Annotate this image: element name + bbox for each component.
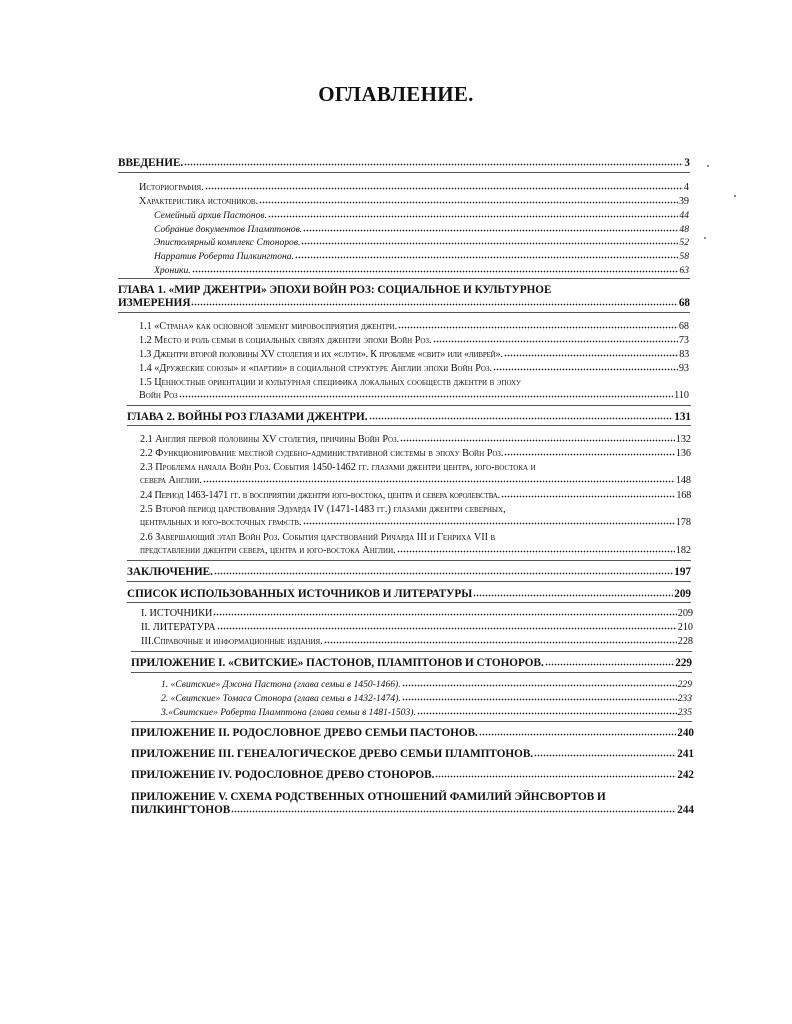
- toc-entry-pilkington-narrative[interactable]: [154, 250, 689, 263]
- dot-leader: [417, 706, 677, 715]
- toc-entry-label: 2.5 Второй период царствования Эдуарда IV (1471-1483 гг.) глазами джентри северных,: [140, 504, 506, 515]
- toc-entry-label: 1.2 Место и роль семьи в социальных связях джентри эпохи Войн Роз.: [139, 335, 432, 346]
- toc-entry-sources-overview[interactable]: [139, 195, 689, 208]
- dot-leader: [179, 389, 673, 398]
- toc-page-number: 229: [677, 679, 692, 690]
- toc-entry-2-3[interactable]: [140, 461, 691, 487]
- separator-rule: [131, 651, 692, 652]
- scan-speck: [704, 237, 706, 239]
- toc-entry-label: ПРИЛОЖЕНИЕ IV. РОДОСЛОВНОЕ ДРЕВО СТОНОРОВ.: [131, 769, 435, 781]
- scan-speck: [734, 195, 736, 197]
- dot-leader: [473, 588, 673, 597]
- toc-entry-2-6[interactable]: [140, 531, 691, 557]
- toc-entry-appendix-2[interactable]: [131, 727, 694, 740]
- toc-entry-label: Эпистолярный комплекс Стоноров.: [154, 237, 301, 248]
- toc-entry-label: 1.5 Ценностные ориентации и культурная специфика локальных сообществ джентри в эпоху: [139, 377, 521, 388]
- toc-entry-label: ПРИЛОЖЕНИЕ I. «СВИТСКИЕ» ПАСТОНОВ, ПЛАМПТОНОВ И СТОНОРОВ.: [131, 657, 544, 669]
- toc-entry-label-continued: ИЗМЕРЕНИЯ: [118, 297, 191, 309]
- toc-page-number: 63: [679, 265, 689, 276]
- toc-entry-sources[interactable]: [141, 607, 693, 620]
- dot-leader: [303, 223, 678, 232]
- toc-entry-bibliography[interactable]: [127, 588, 691, 601]
- toc-entry-chapter-1[interactable]: [118, 284, 690, 310]
- toc-entry-label: 1. «Свитские» Джона Пастона (глава семьи в 1450-1466).: [161, 679, 401, 690]
- toc-entry-chapter-2[interactable]: [127, 411, 691, 424]
- toc-entry-label-continued: Войн Роз: [139, 390, 178, 401]
- toc-entry-label: 2.6 Завершающий этап Войн Роз. События царствований Ричарда III и Генриха VII в: [140, 532, 496, 543]
- toc-page-number: 233: [677, 693, 692, 704]
- toc-page-number: 168: [676, 490, 691, 501]
- dot-leader: [203, 474, 675, 483]
- toc-page-number: 182: [675, 545, 691, 556]
- toc-page-number: 58: [679, 251, 689, 262]
- toc-page-number: 73: [678, 335, 689, 346]
- toc-page-number: 131: [674, 411, 691, 423]
- toc-entry-appendix-4[interactable]: [131, 769, 694, 782]
- toc-entry-label: III.Справочные и информационные издания.: [141, 636, 323, 647]
- separator-rule: [127, 405, 691, 406]
- toc-entry-historiography[interactable]: [139, 181, 689, 194]
- toc-page-number: 93: [678, 363, 689, 374]
- toc-entry-label: Историография.: [139, 182, 204, 193]
- dot-leader: [295, 250, 678, 259]
- toc-page-number: 48: [679, 224, 689, 235]
- dot-leader: [268, 209, 678, 218]
- toc-page-number: 148: [675, 475, 691, 486]
- toc-page-number: 209: [677, 608, 693, 619]
- toc-entry-label: 2.3 Проблема начала Войн Роз. События 1450-1462 гг. глазами джентри центра, юго-востока и: [140, 462, 536, 473]
- toc-entry-2-2[interactable]: [140, 447, 691, 460]
- toc-entry-label: ГЛАВА 2. ВОЙНЫ РОЗ ГЛАЗАМИ ДЖЕНТРИ.: [127, 411, 368, 423]
- dot-leader: [205, 181, 683, 190]
- toc-page-number: 235: [677, 707, 692, 718]
- dot-leader: [301, 236, 678, 245]
- toc-entry-label-continued: представлении джентри севера, центра и юго-востока Англии.: [140, 545, 396, 556]
- dot-leader: [369, 411, 674, 420]
- toc-entry-1-3[interactable]: [139, 348, 689, 361]
- toc-entry-label: ВВЕДЕНИЕ.: [118, 157, 184, 169]
- toc-page-number: 136: [675, 448, 691, 459]
- dot-leader: [504, 447, 674, 456]
- dot-leader: [433, 334, 678, 343]
- toc-entry-1-1[interactable]: [139, 320, 689, 333]
- separator-rule: [127, 425, 691, 426]
- toc-entry-label: ПРИЛОЖЕНИЕ II. РОДОСЛОВНОЕ ДРЕВО СЕМЬИ ПАСТОНОВ.: [131, 727, 478, 739]
- dot-leader: [402, 692, 677, 701]
- toc-entry-paston-archive[interactable]: [154, 209, 689, 222]
- dot-leader: [435, 769, 676, 778]
- toc-page-number: 242: [677, 769, 694, 781]
- toc-page-number: 4: [683, 182, 689, 193]
- dot-leader: [479, 727, 676, 736]
- toc-entry-appendix-1-1[interactable]: [161, 678, 692, 691]
- toc-page-number: 197: [674, 566, 691, 578]
- dot-leader: [324, 635, 677, 644]
- dot-leader: [217, 621, 677, 630]
- toc-page-number: 178: [675, 517, 691, 528]
- toc-entry-1-4[interactable]: [139, 362, 689, 375]
- toc-entry-label: 1.1 «Страна» как основной элемент мировосприятия джентри.: [139, 321, 398, 332]
- toc-page-number: 110: [674, 390, 689, 401]
- toc-page-number: 229: [675, 657, 692, 669]
- toc-entry-label: 2.4 Период 1463-1471 гг. в восприятии джентри юго-востока, центра и севера королевства.: [140, 490, 500, 501]
- separator-rule: [118, 278, 690, 279]
- toc-entry-appendix-3[interactable]: [131, 748, 694, 761]
- toc-entry-label: Семейный архив Пастонов.: [154, 210, 267, 221]
- separator-rule: [127, 560, 691, 561]
- toc-entry-label: 2.2 Функционирование местной судебно-административной системы в эпоху Войн Роз.: [140, 448, 504, 459]
- toc-entry-label-continued: севера Англии.: [140, 475, 202, 486]
- toc-page-number: 39: [678, 196, 689, 207]
- toc-entry-label: 1.3 Джентри второй половины XV столетия и их «слуги». К проблеме «свит» или «ливрей».: [139, 349, 503, 360]
- toc-entry-label: Нарратив Роберта Пилкингтона.: [154, 251, 294, 262]
- toc-entry-1-2[interactable]: [139, 334, 689, 347]
- toc-entry-2-4[interactable]: [140, 489, 691, 502]
- dot-leader: [545, 657, 674, 666]
- separator-rule: [131, 721, 692, 722]
- toc-entry-reference-editions[interactable]: [141, 635, 693, 648]
- toc-page-number: 228: [677, 636, 693, 647]
- toc-page-number: 68: [678, 297, 690, 309]
- toc-entry-chronicles[interactable]: [154, 264, 689, 277]
- dot-leader: [493, 362, 678, 371]
- separator-rule: [118, 312, 690, 313]
- toc-entry-label-continued: центральных и юго-восточных графств.: [140, 517, 302, 528]
- dot-leader: [191, 297, 677, 306]
- toc-entry-label: 1.4 «Дружеские союзы» и «партии» в социальной структуре Англии эпохи Войн Роз.: [139, 363, 493, 374]
- toc-entry-label: СПИСОК ИСПОЛЬЗОВАННЫХ ИСТОЧНИКОВ И ЛИТЕРАТУРЫ: [127, 588, 473, 600]
- dot-leader: [402, 678, 677, 687]
- dot-leader: [213, 607, 676, 616]
- separator-rule: [127, 602, 691, 603]
- scan-speck: [707, 165, 709, 167]
- toc-entry-label-continued: ПИЛКИНГТОНОВ: [131, 804, 231, 816]
- toc-entry-label: Собрание документов Пламптонов.: [154, 224, 303, 235]
- dot-leader: [534, 748, 676, 757]
- dot-leader: [397, 544, 675, 553]
- dot-leader: [504, 348, 679, 357]
- toc-page-number: 240: [677, 727, 694, 739]
- toc-entry-label: ЗАКЛЮЧЕНИЕ.: [127, 566, 213, 578]
- toc-entry-appendix-1-2[interactable]: [161, 692, 692, 705]
- toc-entry-plumpton-documents[interactable]: [154, 223, 689, 236]
- dot-leader: [398, 320, 678, 329]
- toc-page-number: 241: [677, 748, 694, 760]
- toc-entry-label: Хроники.: [154, 265, 191, 276]
- toc-entry-2-1[interactable]: [140, 433, 691, 446]
- toc-page-number: 3: [684, 157, 690, 169]
- toc-page-number: 44: [679, 210, 689, 221]
- separator-rule: [118, 172, 690, 173]
- toc-entry-label: ПРИЛОЖЕНИЕ V. СХЕМА РОДСТВЕННЫХ ОТНОШЕНИЙ ФАМИЛИЙ ЭЙНСВОРТОВ И: [131, 791, 606, 803]
- page-title: ОГЛАВЛЕНИЕ.: [318, 82, 474, 106]
- toc-entry-appendix-1-3[interactable]: [161, 706, 692, 719]
- dot-leader: [192, 264, 679, 273]
- separator-rule: [131, 672, 692, 673]
- toc-entry-label: ПРИЛОЖЕНИЕ III. ГЕНЕАЛОГИЧЕСКОЕ ДРЕВО СЕМЬИ ПЛАМПТОНОВ.: [131, 748, 534, 760]
- toc-page-number: 52: [679, 237, 689, 248]
- toc-entry-conclusion[interactable]: [127, 566, 691, 579]
- toc-entry-label: 3.«Свитские» Роберта Пламптона (глава семьи в 1481-1503).: [161, 707, 416, 718]
- dot-leader: [501, 489, 675, 498]
- dot-leader: [214, 566, 673, 575]
- toc-page-number: 244: [677, 804, 694, 816]
- dot-leader: [231, 804, 676, 813]
- dot-leader: [259, 195, 678, 204]
- toc-entry-appendix-5[interactable]: [131, 791, 694, 817]
- toc-entry-appendix-1[interactable]: [131, 657, 692, 670]
- toc-entry-2-5[interactable]: [140, 503, 691, 529]
- toc-entry-stonor-letters[interactable]: [154, 236, 689, 249]
- separator-rule: [127, 581, 691, 582]
- toc-entry-label: 2.1 Англия первой половины XV столетия, причины Войн Роз.: [140, 434, 400, 445]
- dot-leader: [303, 516, 675, 525]
- toc-page-number: 83: [679, 349, 689, 360]
- toc-entry-label: II. ЛИТЕРАТУРА: [141, 622, 216, 633]
- dot-leader: [400, 433, 675, 442]
- toc-page-number: 68: [678, 321, 689, 332]
- toc-entry-label: Характеристика источников.: [139, 196, 259, 207]
- toc-entry-label: I. ИСТОЧНИКИ: [141, 608, 213, 619]
- toc-entry-label: 2. «Свитские» Томаса Стонора (глава семьи в 1432-1474).: [161, 693, 401, 704]
- toc-entry-introduction[interactable]: [118, 157, 690, 170]
- toc-page-number: 132: [675, 434, 691, 445]
- toc-page-number: 210: [677, 622, 693, 633]
- toc-entry-1-5[interactable]: [139, 376, 689, 402]
- toc-page-number: 209: [674, 588, 691, 600]
- toc-entry-literature[interactable]: [141, 621, 693, 634]
- toc-entry-label: ГЛАВА 1. «МИР ДЖЕНТРИ» ЭПОХИ ВОЙН РОЗ: СОЦИАЛЬНОЕ И КУЛЬТУРНОЕ: [118, 284, 552, 296]
- dot-leader: [184, 157, 683, 166]
